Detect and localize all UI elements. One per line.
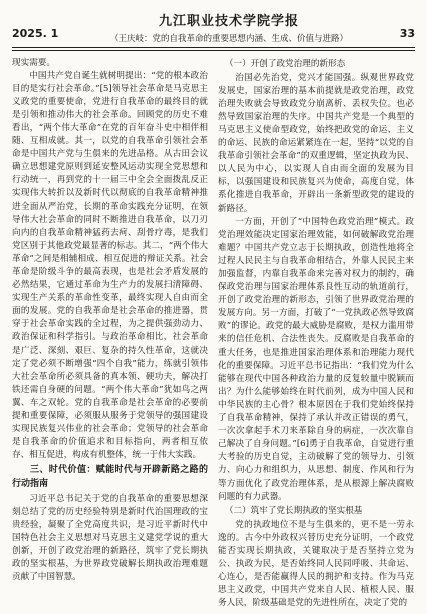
journal-title: 九江职业技术学院学报	[158, 14, 299, 29]
left-column	[12, 57, 208, 609]
paragraph: 一方面，开创了“中国特色政党治理”模式。政党治理效能决定国家治理效能，如何破解政党治理难题？中国共产党立志于长期执政，创造性地将全过程人民民主与自我革命相结合，外靠人民民主来加强监督，内靠自我革命来完善对权力的制约，确保政党治理与国家治理体系良性互动的轨道前行，开创了政党治理的新形态，引领了世界政党治理的发展方向。另一方面，打破了“一党执政必然导致腐败”的谬论。政党的最大威胁是腐败，是权力滥用带来的信任危机、合法性丧失。反腐败是自我革命的重大任务，也是推进国家治理体系和治理能力现代化的重要保障。习近平总书记指出：“我们党为什么能够在现代中国各种政治力量的反复较量中脱颖而出？为什么能够始终在时代前列，成为中国人民和中华民族的主心骨？根本原因在于我们党始终保持了自我革命精神，保持了承认并改正错误的勇气，一次次拿起手术刀来革除自身的病症，一次次靠自己解决了自身问题。”[6]勇于自我革命，自觉进行重大考验的历史自觉，主动破解了党的领导力、引领力、向心力和组织力，从思想、制度、作风和行为等方面优化了政党治理体系，是从根源上解决腐败问题的有力武器。	[218, 216, 414, 502]
paragraph: 中国共产党自诞生就树明提出：“党的根本政治目的是实行社会革命。”[5]领导社会革命是马克思主义政党的重要使命，党进行自我革命的最终目的就是引领和推动伟大的社会革命。回顾党的历史不难看出，“两个伟大革命”在党的百年奋斗史中相伴相随、互相成就。其一，以党的自我革命引领社会革命是中国共产党与生俱来的先进品格。从古田会议确立思想建党原则到延安整风运动实现全党思想和行动统一，再到党的十一届三中全会全面拨乱反正实现伟大转折以及新时代以彻底的自我革命精神推进全面从严治党，长期的革命实践充分证明，在领导伟大社会革命的同时不断推进自我革命，以刀刃向内的自我革命精神猛药去疴、刮骨疗毒，是我们党区别于其他政党最显著的标志。其二，“两个伟大革命”之间是相辅相成、相互促进的辩证关系。社会革命是阶级斗争的最高表现，也是社会矛盾发展的必然结果，它通过革命为生产力的发展扫清障碍、实现生产关系的革命性变革，最终实现人自由而全面的发展。党的自我革命是社会革命的推进器，贯穿于社会革命实践的全过程，为之提供强劲动力、政治保证和科学指引。与政治革命相比，社会革命是广泛、深刻、艰巨、复杂的持久性革命，这就决定了党必须不断增强“四个自我”能力，练就引领伟大社会革命所必须具备的真本领、硬功夫，解决打铁还需自身硬的问题。“两个伟大革命”犹如鸟之两翼、车之双轮。党的自我革命是社会革命的必要前提和重要保障，必须服从服务于党领导的强国建设实现民族复兴伟业的社会革命；党领导的社会革命是自我革命的价值追求和目标指向，两者相互依存、相互促进，构成有机整体，统一于伟大实践。	[12, 70, 208, 461]
paragraph: 现实需要。	[12, 57, 55, 68]
header-rule	[12, 47, 415, 48]
paragraph: 习近平总书记关于党的自我革命的重要思想深刻总结了党的历史经验特别是新时代治国理政的宝贵经验，凝聚了全党高度共识，是习近平新时代中国特色社会主义思想对马克思主义建党学说的重大创新，开创了政党治理的新路径，筑牢了党长期执政的坚实根基，为世界政党破解长期执政治理难题贡献了中国智慧。	[12, 493, 208, 583]
section-heading: 三、时代价值：赋能时代与开辟新路之路的行动指南	[12, 465, 208, 489]
page-number: 33	[399, 27, 415, 40]
running-header	[12, 6, 415, 44]
body-columns	[12, 57, 415, 609]
subsection-heading: （一）开创了政党治理的新形态	[224, 58, 346, 69]
article-subtitle: （王庆岐：党的自我革命的重要思想内涵、生成、价值与进路）	[109, 34, 348, 44]
header-center	[58, 10, 399, 44]
header-rule-thin	[12, 50, 415, 51]
issue-number: 2025. 1	[12, 27, 59, 40]
right-column	[218, 57, 414, 609]
subsection-heading: （二）筑牢了党长期执政的坚实根基	[224, 505, 363, 516]
paragraph: 治国必先治党，党兴才能国强。纵观世界政党发展史，国家治理的基本前提就是政党治理，政党治理失败就会导致政党分崩离析、丢权失位。也必然导致国家治理的失序。中国共产党是一个典型的马克思主义使命型政党，始终把政党的命运、主义的命运、民族的命运紧紧连在一起，坚持“以党的自我革命引领社会革命”的双重逻辑，坚定执政为民、以人民为中心，以实现人自由而全面的发展为目标，以强国建设和民族复兴为使命，高度自觉，体系化推进自我革命，开辟出一条新型政党的建设的新路径。	[218, 72, 414, 214]
paragraph: 党的执政地位不是与生俱来的，更不是一劳永逸的。古今中外政权兴替历史充分证明，一个政党能否实现长期执政，关键取决于是否坚持立党为公、执政为民，是否始终同人民同呼吸、共命运、心连心，是否能赢得人民的拥护和支持。作为马克思主义政党，中国共产党来自人民、植根人民、服务人民，阶级基础是党的先进性所在，决定了党的	[218, 519, 414, 609]
